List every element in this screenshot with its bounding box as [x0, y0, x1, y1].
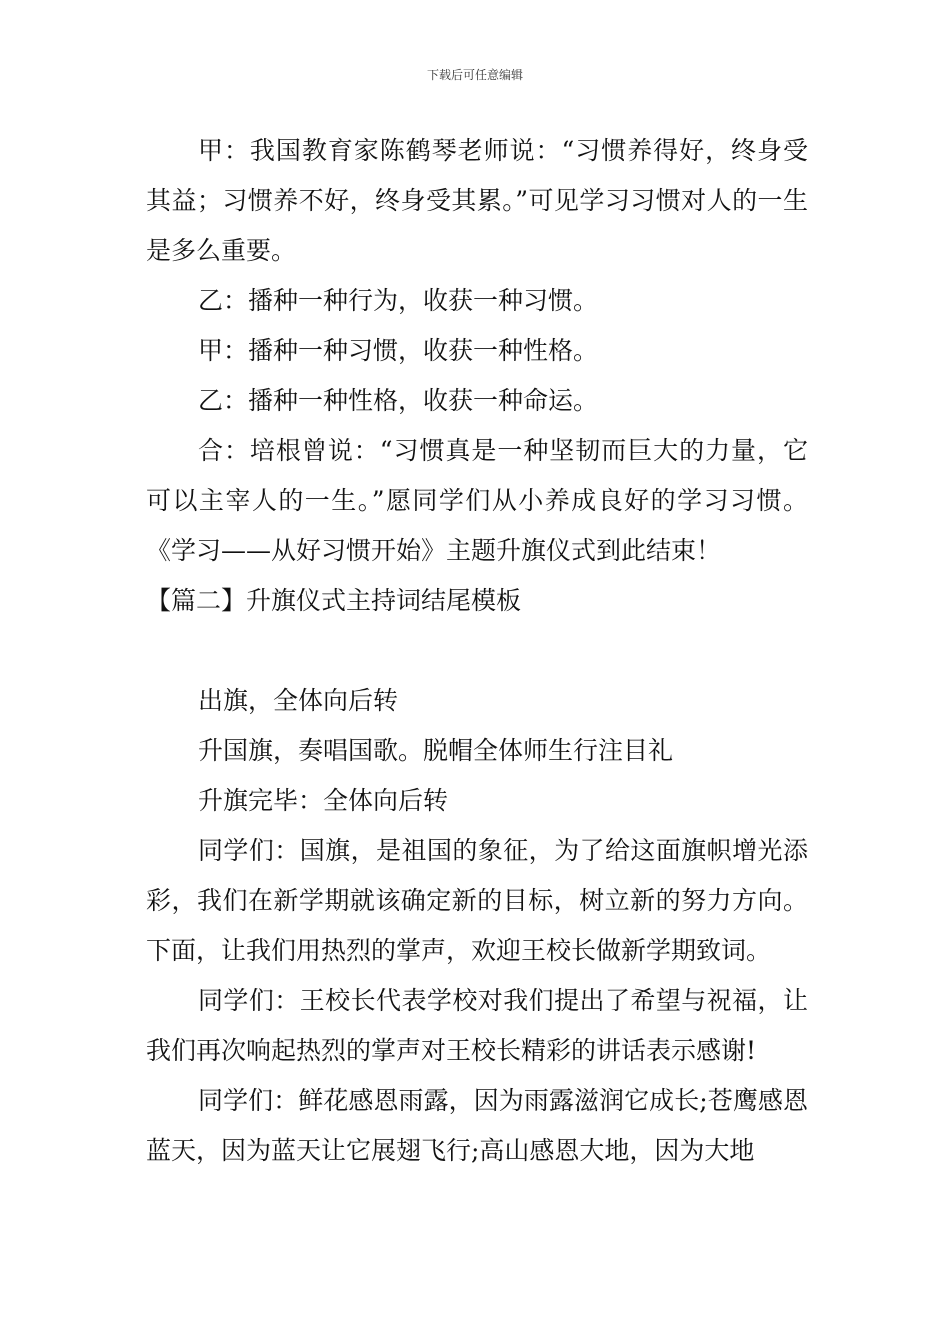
paragraph-thanks-principal: 同学们：王校长代表学校对我们提出了希望与祝福，让我们再次响起热烈的掌声对王校长精彩的讲话表示感谢!: [146, 986, 808, 1065]
spacer: [146, 626, 808, 676]
paragraph-flag-out: 出旗，全体向后转: [198, 686, 399, 715]
paragraph-sow-character: 乙：播种一种性格，收获一种命运。: [198, 386, 599, 415]
paragraph-raise-flag: 升国旗，奏唱国歌。脱帽全体师生行注目礼: [198, 736, 674, 765]
paragraph-gratitude: 同学们：鲜花感恩雨露，因为雨露滋润它成长;苍鹰感恩蓝天，因为蓝天让它展翅飞行;高山感恩大地，因为大地: [146, 1086, 808, 1165]
paragraph-habit-quote: 甲：我国教育家陈鹤琴老师说：“习惯养得好，终身受其益；习惯养不好，终身受其累。”可见学习习惯对人的一生是多么重要。: [146, 136, 808, 265]
section-heading: 【篇二】升旗仪式主持词结尾模板: [146, 586, 522, 615]
paragraph-flag-done: 升旗完毕：全体向后转: [198, 786, 449, 815]
page-header: 下载后可任意编辑: [426, 68, 523, 82]
paragraph-sow-behavior: 乙：播种一种行为，收获一种习惯。: [198, 286, 599, 315]
paragraph-bacon-quote: 合：培根曾说：“习惯真是一种坚韧而巨大的力量，它可以主宰人的一生。”愿同学们从小养成良好的学习习惯。《学习——从好习惯开始》主题升旗仪式到此结束！: [146, 436, 808, 565]
paragraph-welcome-principal: 同学们：国旗，是祖国的象征，为了给这面旗帜增光添彩，我们在新学期就该确定新的目标，树立新的努力方向。下面，让我们用热烈的掌声，欢迎王校长做新学期致词。: [146, 836, 808, 965]
document-body: [146, 126, 808, 1176]
paragraph-sow-habit: 甲：播种一种习惯，收获一种性格。: [198, 336, 599, 365]
